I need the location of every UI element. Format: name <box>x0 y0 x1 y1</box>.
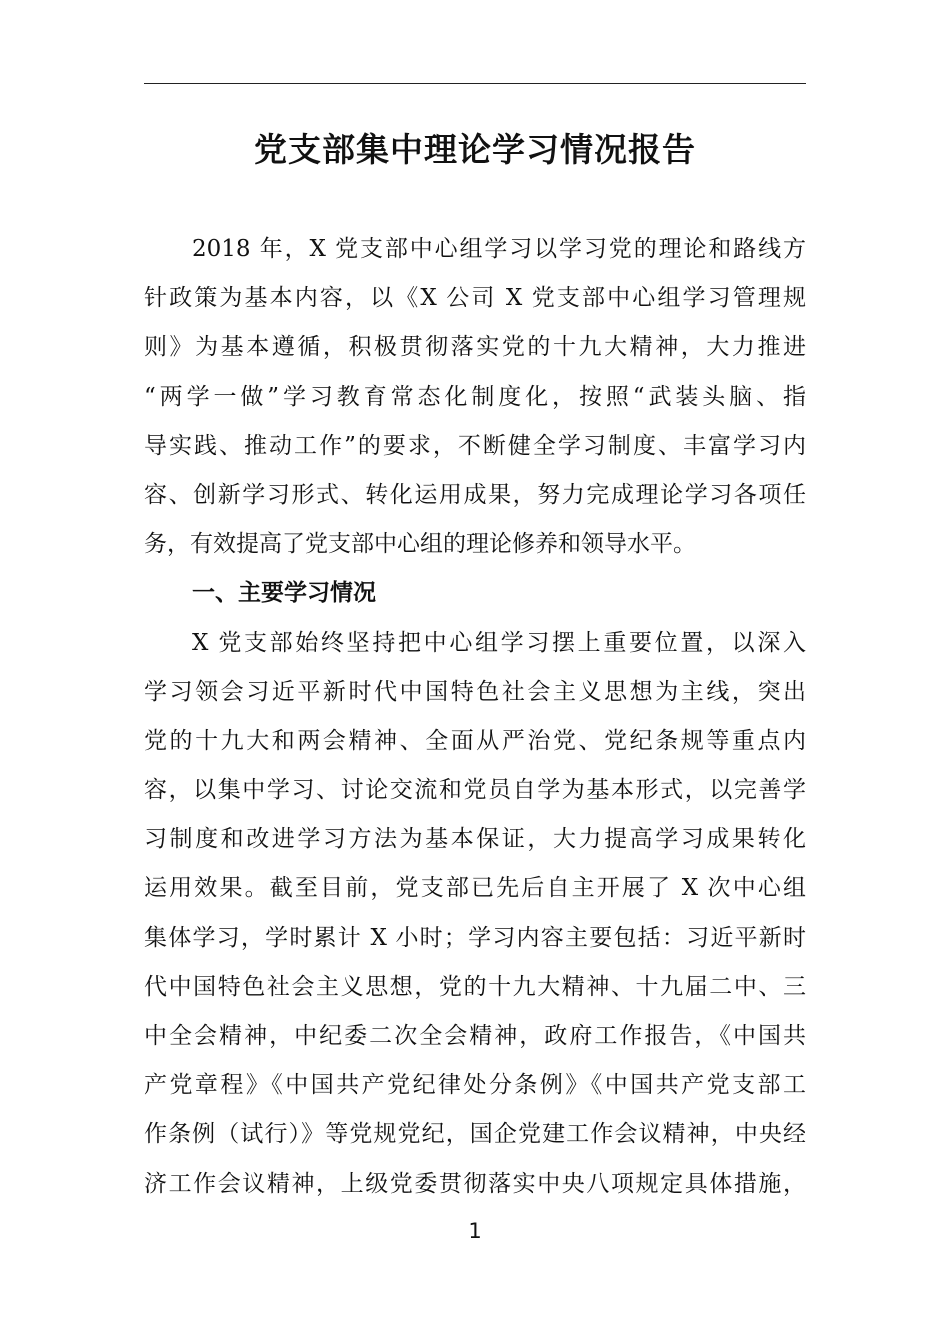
paragraph-2-line: 党的十九大和两会精神、全面从严治党、党纪条规等重点内 <box>144 727 806 754</box>
paragraph-1-line: 针政策为基本内容，以《X 公司 X 党支部中心组学习管理规 <box>144 285 806 312</box>
header-rule <box>144 83 806 84</box>
paragraph-2-line: 中全会精神，中纪委二次全会精神，政府工作报告，《中国共 <box>144 1023 806 1049</box>
document-body <box>144 225 806 1209</box>
page-number: 1 <box>468 1219 482 1243</box>
paragraph-1-line: 务，有效提高了党支部中心组的理论修养和领导水平。 <box>144 531 696 558</box>
paragraph-1-line: 导实践、推动工作”的要求，不断健全学习制度、丰富学习内 <box>144 432 806 459</box>
paragraph-2-line: X 党支部始终坚持把中心组学习摆上重要位置，以深入 <box>192 629 806 656</box>
paragraph-1-line: 2018 年，X 党支部中心组学习以学习党的理论和路线方 <box>192 236 806 262</box>
paragraph-2-line: 产党章程》《中国共产党纪律处分条例》《中国共产党支部工 <box>144 1072 806 1099</box>
paragraph-2-line: 代中国特色社会主义思想，党的十九大精神、十九届二中、三 <box>144 973 806 1000</box>
section-heading: 一、主要学习情况 <box>192 580 376 607</box>
paragraph-2-line: 运用效果。截至目前，党支部已先后自主开展了 X 次中心组 <box>144 875 806 902</box>
paragraph-2-line: 习制度和改进学习方法为基本保证，大力提高学习成果转化 <box>144 826 806 853</box>
paragraph-1-line: 容、创新学习形式、转化运用成果，努力完成理论学习各项任 <box>144 481 806 508</box>
paragraph-1-line: 则》为基本遵循，积极贯彻落实党的十九大精神，大力推进 <box>144 334 806 361</box>
paragraph-1-line: “两学一做”学习教育常态化制度化，按照“武装头脑、指 <box>144 383 806 410</box>
document-title: 党支部集中理论学习情况报告 <box>254 130 696 169</box>
paragraph-2-line: 学习领会习近平新时代中国特色社会主义思想为主线，突出 <box>144 678 806 705</box>
paragraph-2-line: 集体学习，学时累计 X 小时；学习内容主要包括：习近平新时 <box>144 924 806 951</box>
paragraph-2-line: 济工作会议精神，上级党委贯彻落实中央八项规定具体措施， <box>144 1170 806 1197</box>
paragraph-2-line: 作条例（试行）》等党规党纪，国企党建工作会议精神，中央经 <box>144 1121 806 1148</box>
paragraph-2-line: 容，以集中学习、讨论交流和党员自学为基本形式，以完善学 <box>144 777 806 804</box>
